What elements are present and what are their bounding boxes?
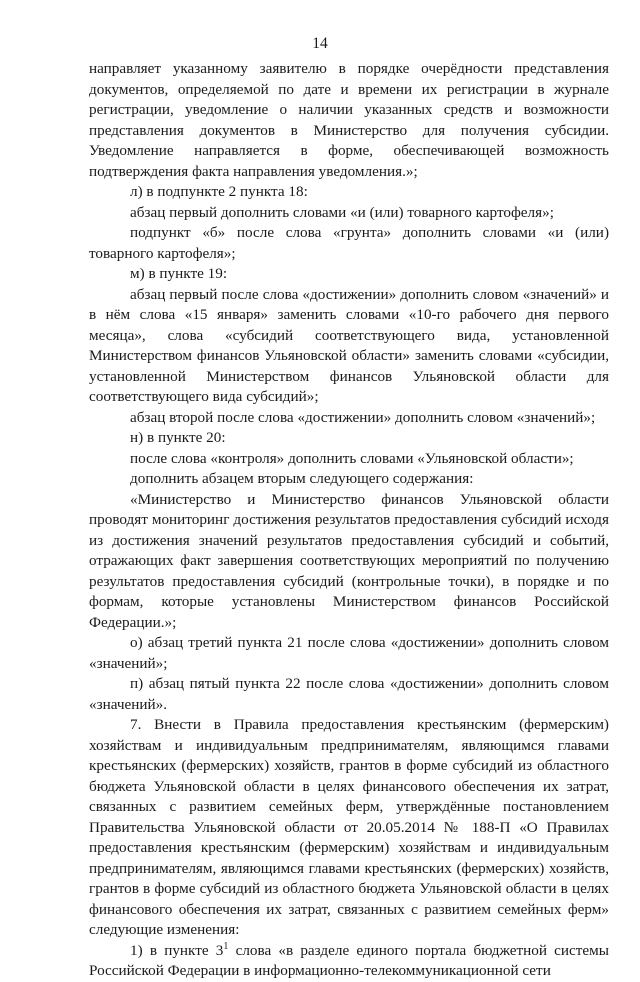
page-number: 14 <box>312 35 328 52</box>
paragraph: «Министерство и Министерство финансов Ульяновской области проводят мониторинг достижения результатов предоставления субсидий исходя из достижения значений результатов предоставления субсидий и событий, отражающих факт завершения соответствующих мероприятий по получению результатов предоставления субсидий (контрольные точки), в порядке и по формам, которые установлены Министерством финансов Российской Федерации.»; <box>89 490 609 631</box>
paragraph: направляет указанному заявителю в порядке очерёдности представления документов, определяемой по дате и времени их регистрации в журнале регистрации, уведомление о наличии указанных средств и возможности представления документов в Министерство для получения субсидии. Уведомление направляется в форме, обеспечивающей возможность подтверждения факта направления уведомления.»; <box>89 60 609 180</box>
paragraph: дополнить абзацем вторым следующего содержания: <box>130 470 474 487</box>
paragraph: абзац первый дополнить словами «и (или) товарного картофеля»; <box>130 203 554 221</box>
paragraph: абзац первый после слова «достижении» дополнить словом «значений» и в нём слова «15 января» заменить словами «10-го рабочего дня первого месяца», слова «субсидий соответствующего вида, установленной Министерством финансов Ульяновской области» заменить словами «субсидии, установленной Министерством финансов Ульяновской области для соответствующего вида субсидий»; <box>89 285 609 405</box>
paragraph: подпункт «б» после слова «грунта» дополнить словами «и (или) товарного картофеля»; <box>89 224 609 262</box>
paragraph: м) в пункте 19: <box>130 265 228 282</box>
paragraph: абзац второй после слова «достижении» дополнить словом «значений»; <box>130 408 596 426</box>
paragraph: п) абзац пятый пункта 22 после слова «достижении» дополнить словом «значений». <box>89 675 609 713</box>
paragraph: после слова «контроля» дополнить словами «Ульяновской области»; <box>130 449 574 467</box>
paragraph-last <box>89 941 609 982</box>
last-paragraph-start: 1) в пункте 3 <box>130 941 224 959</box>
paragraph: н) в пункте 20: <box>130 429 226 446</box>
superscript: 1 <box>223 940 229 952</box>
last-paragraph-rest: слова «в разделе единого портала бюджетной системы Российской Федерации в информационно-телекоммуникационной сети <box>89 941 609 979</box>
paragraph: 7. Внести в Правила предоставления крестьянским (фермерским) хозяйствам и индивидуальным предпринимателям, являющимся главами крестьянских (фермерских) хозяйств, грантов в форме субсидий из областного бюджета Ульяновской области в целях финансового обеспечения их затрат, связанных с развитием семейных ферм, утверждённые постановлением Правительства Ульяновской области от 20.05.2014 № 188-П «О Правилах предоставления крестьянским (фермерским) хозяйствам и индивидуальным предпринимателям, являющимся главами крестьянских (фермерских) хозяйств, грантов в форме субсидий из областного бюджета Ульяновской области в целях финансового обеспечения их затрат, связанных с развитием семейных ферм» следующие изменения: <box>89 716 609 938</box>
paragraph: о) абзац третий пункта 21 после слова «достижении» дополнить словом «значений»; <box>89 634 609 672</box>
document-body <box>89 59 609 982</box>
paragraph: л) в подпункте 2 пункта 18: <box>130 183 308 200</box>
